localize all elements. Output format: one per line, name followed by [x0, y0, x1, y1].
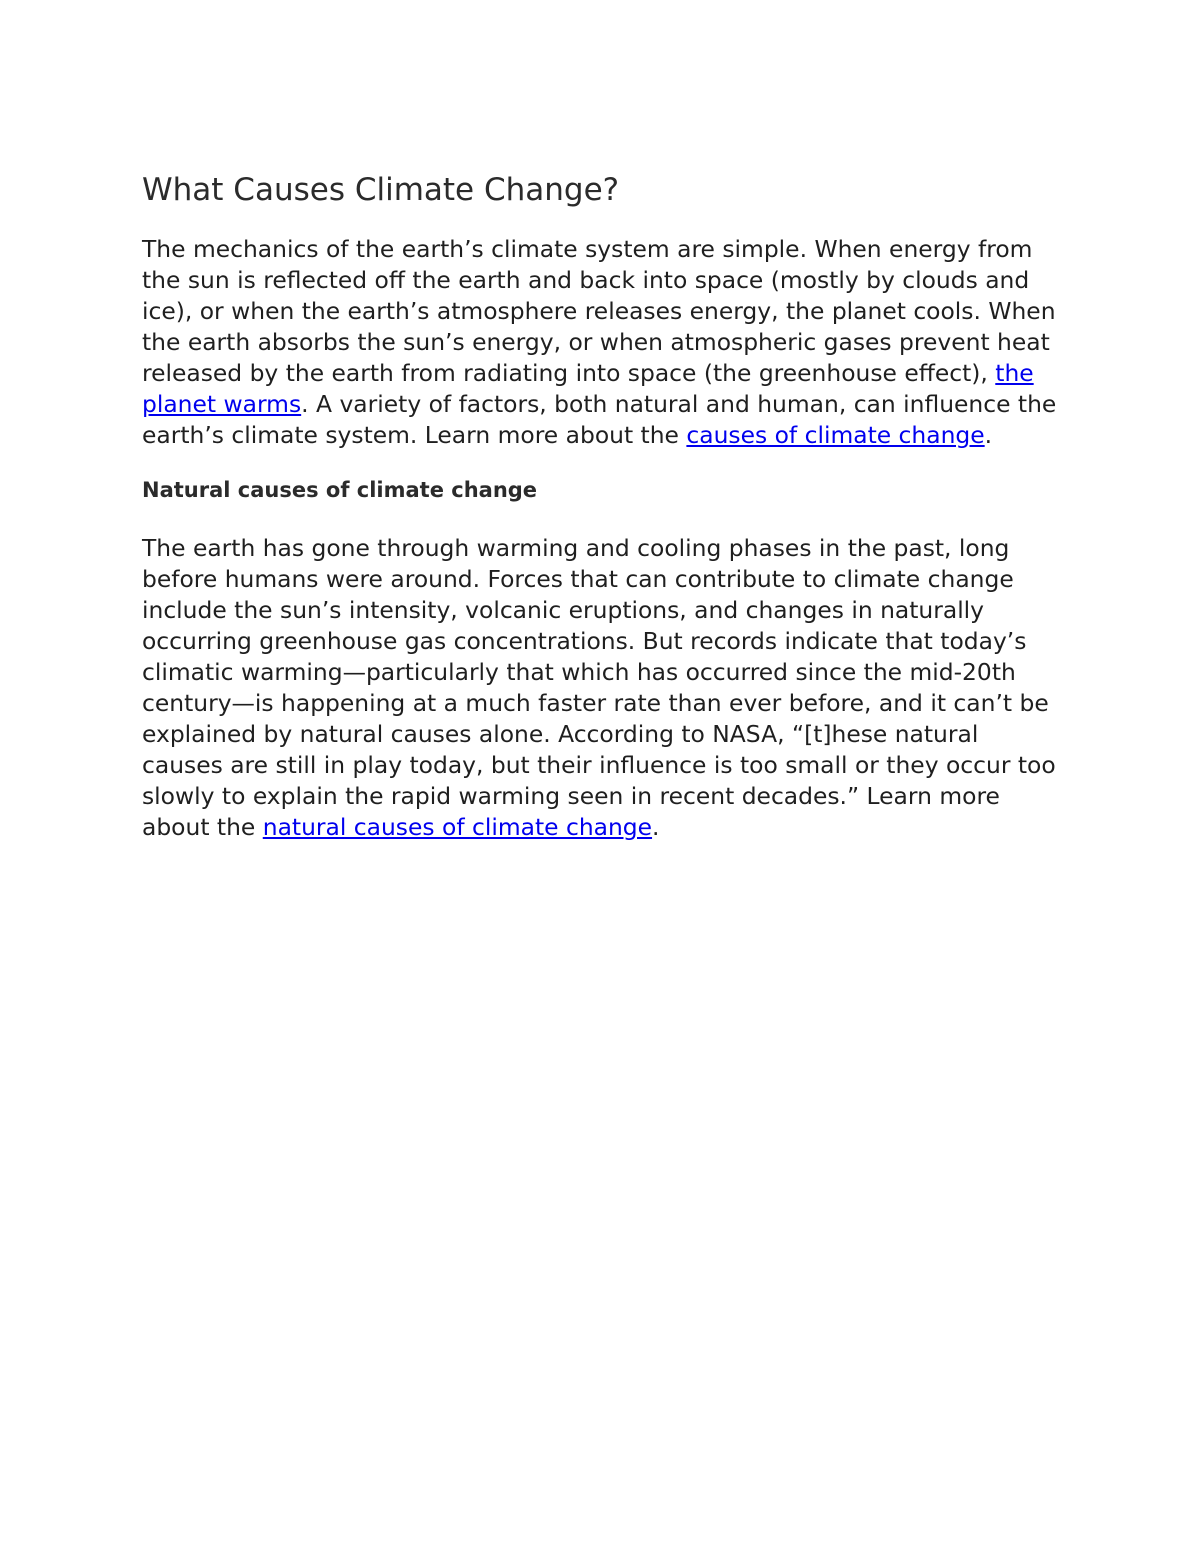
intro-text-a: The mechanics of the earth’s climate system are simple. When energy from the sun is reflected off the earth and back into space (mostly by clouds and ice), or when the earth’s atmosphere releases energy, the planet cools. When the earth absorbs the sun’s energy, or when atmospheric gases prevent heat released by the earth from radiating into space (the greenhouse effect), — [142, 235, 1056, 387]
causes-of-climate-change-link[interactable]: causes of climate change — [686, 421, 985, 449]
natural-causes-link[interactable]: natural causes of climate change — [262, 813, 653, 841]
intro-text-c: . — [984, 421, 993, 449]
natural-causes-paragraph — [142, 533, 1064, 843]
natural-text-a: The earth has gone through warming and cooling phases in the past, long before humans were around. Forces that can contribute to climate change include the sun’s intensity, volcanic eruptions, and changes in naturally occurring greenhouse gas concentrations. But records indicate that today’s climatic warming—particularly that which has occurred since the mid-20th century—is happening at a much faster rate than ever before, and it can’t be explained by natural causes alone. According to NASA, “[t]hese natural causes are still in play today, but their influence is too small or they occur too slowly to explain the rapid warming seen in recent decades.” Learn more about the — [142, 534, 1056, 841]
document-body — [142, 168, 1064, 843]
intro-text-b: . A variety of factors, both natural and human, can influence the earth’s climate system. Learn more about the — [142, 390, 1057, 449]
document-title: What Causes Climate Change? — [142, 172, 620, 208]
intro-paragraph — [142, 234, 1064, 451]
natural-text-b: . — [652, 813, 660, 841]
section-heading: Natural causes of climate change — [142, 478, 538, 502]
the-planet-warms-link[interactable]: the planet warms — [142, 359, 1034, 418]
